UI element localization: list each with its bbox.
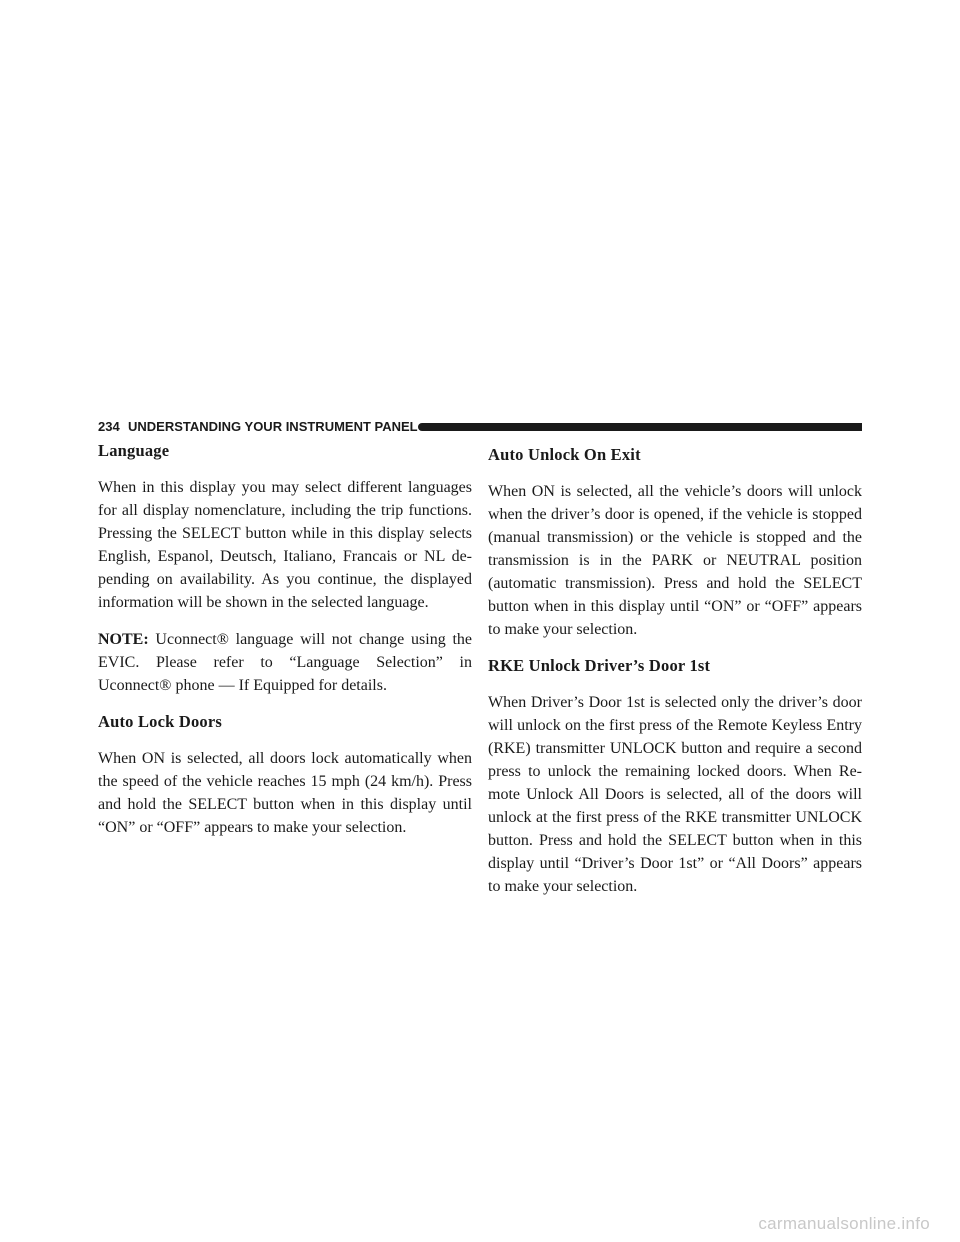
- watermark-link[interactable]: carmanualsonline.info: [758, 1214, 930, 1233]
- note-text: Uconnect® language will not change using the EVIC. Please refer to “Language Selection” in Uconnect® phone — If Equipped for details.: [98, 631, 472, 694]
- note-label: NOTE:: [98, 631, 149, 648]
- auto-lock-paragraph: When ON is selected, all doors lock automatically when the speed of the vehicle reaches 15 mph (24 km/h). Press and hold the SELECT button when in this display until “ON” or “OFF” appears to make your selection.: [98, 750, 472, 836]
- note-paragraph: [98, 628, 472, 697]
- auto-lock-heading: Auto Lock Doors: [98, 712, 223, 731]
- page-number: 234: [98, 419, 120, 434]
- auto-unlock-paragraph: When ON is selected, all the vehicle’s doors will unlock when the driver’s door is opened, if the vehicle is stopped (manual transmission) or the vehicle is stopped and the transmission is in the PARK or NEUTRAL position (automatic transmission). Press and hold the SELECT button when in this display until “ON” or “OFF” appears to make your selection.: [488, 483, 862, 638]
- rke-heading: RKE Unlock Driver’s Door 1st: [488, 656, 711, 675]
- rke-paragraph: When Driver’s Door 1st is selected only the driver’s door will unlock on the first press of the Remote Keyless Entry (RKE) transmitter UNLOCK button and require a second press to unlock the remaining locked doors. When Re-mote Unlock All Doors is selected, all of the doors will unlock at the first press of the RKE transmitter UNLOCK button. Press and hold the SELECT button when in this display until “Driver’s Door 1st” or “All Doors” appears to make your selection.: [488, 694, 862, 895]
- page-header: [98, 418, 862, 436]
- section-title: UNDERSTANDING YOUR INSTRUMENT PANEL: [128, 419, 418, 434]
- language-heading: Language: [98, 441, 170, 460]
- right-column: [488, 440, 862, 912]
- left-column: [98, 440, 472, 853]
- header-rule: [418, 423, 862, 431]
- language-paragraph: When in this display you may select different languages for all display nomenclature, including the trip functions. Pressing the SELECT button while in this display selects English, Espanol, Deutsch, Italiano, Francais or NL de-pending on availability. As you continue, the displayed information will be shown in the selected language.: [98, 479, 472, 611]
- auto-unlock-heading: Auto Unlock On Exit: [488, 445, 641, 464]
